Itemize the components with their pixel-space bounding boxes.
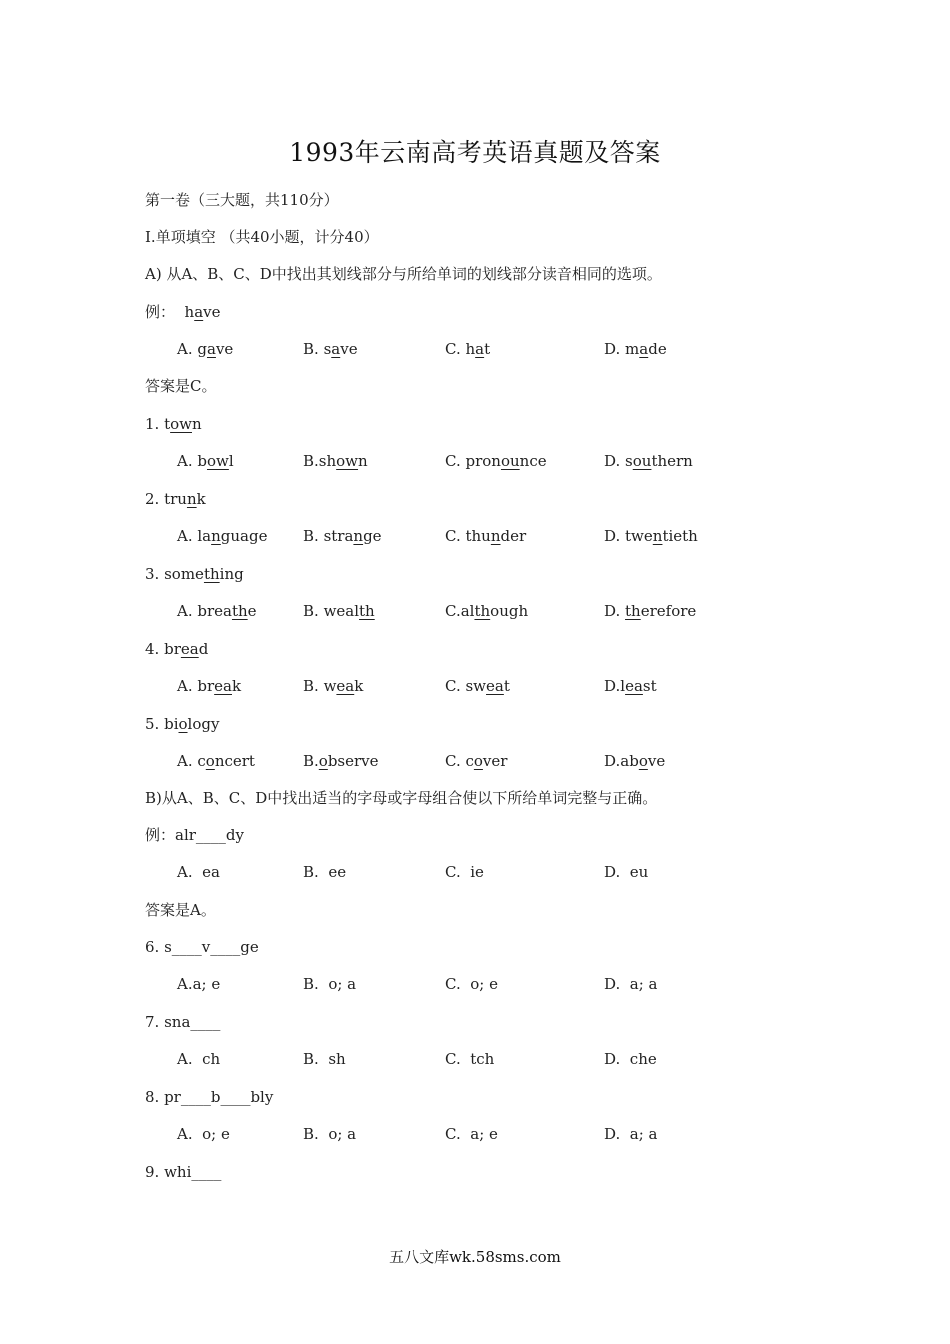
option-underlined-part: o <box>318 752 328 770</box>
part-b-example-options <box>0 862 950 882</box>
option-d[interactable]: D. che <box>604 1050 657 1068</box>
question-7-options <box>0 1049 950 1069</box>
option-underlined-part: ea <box>336 677 355 695</box>
example-option-underlined-part: a <box>331 340 341 358</box>
option-underlined-part: ou <box>632 452 652 470</box>
option-b[interactable]: B. weak <box>303 677 364 695</box>
option-d[interactable]: D. a; a <box>604 975 658 993</box>
example-option-underlined-part: a <box>206 340 216 358</box>
option-underlined-part: n <box>211 527 221 545</box>
question-word-underlined-part: o <box>178 715 188 733</box>
question-3-options <box>0 601 950 621</box>
option-a[interactable]: A. language <box>177 527 268 545</box>
question-5-options <box>0 751 950 771</box>
example-options <box>0 339 950 359</box>
example-word-underlined-part: a <box>194 303 204 321</box>
option-d[interactable]: D. twentieth <box>604 527 698 545</box>
question-5: 5. biology <box>145 715 220 733</box>
option-c[interactable]: C. cover <box>445 752 508 770</box>
option-d[interactable]: D. a; a <box>604 1125 658 1143</box>
example-option-underlined-part: a <box>639 340 649 358</box>
question-4-options <box>0 676 950 696</box>
option-d[interactable]: D. southern <box>604 452 693 470</box>
part-b-instruction: B)从A、B、C、D中找出适当的字母或字母组合使以下所给单词完整与正确。 <box>145 789 658 807</box>
option-underlined-part: th <box>474 602 491 620</box>
question-6-options <box>0 974 950 994</box>
section-heading: Ⅰ.单项填空 （共40小题，计分40） <box>145 228 379 246</box>
option-underlined-part: n <box>652 527 663 545</box>
example-option-c[interactable]: C. hat <box>445 340 491 358</box>
question-2-options <box>0 526 950 546</box>
example-answer: 答案是C。 <box>145 377 217 395</box>
option-c[interactable]: C. sweat <box>445 677 510 695</box>
option-underlined-part: th <box>359 602 375 620</box>
option-underlined-part: ow <box>336 452 359 470</box>
option-underlined-part: n <box>353 527 364 545</box>
example-option-b[interactable]: B. ee <box>303 863 347 881</box>
question-word-underlined-part: ea <box>180 640 199 658</box>
option-a[interactable]: A. bowl <box>177 452 234 470</box>
option-a[interactable]: A. ch <box>177 1050 221 1068</box>
option-b[interactable]: B. wealth <box>303 602 375 620</box>
option-underlined-part: n <box>490 527 501 545</box>
option-underlined-part: ou <box>500 452 520 470</box>
option-underlined-part: th <box>625 602 641 620</box>
option-d[interactable]: D. therefore <box>604 602 697 620</box>
option-c[interactable]: C. a; e <box>445 1125 498 1143</box>
question-1-options <box>0 451 950 471</box>
option-c[interactable]: C. o; e <box>445 975 498 993</box>
example-option-d[interactable]: D. made <box>604 340 667 358</box>
question-2: 2. trunk <box>145 490 206 508</box>
option-underlined-part: th <box>231 602 248 620</box>
part-b-example-answer: 答案是A。 <box>145 901 216 919</box>
question-word-underlined-part: n <box>186 490 197 508</box>
question-8: 8. pr____b____bly <box>145 1088 274 1106</box>
option-underlined-part: o <box>473 752 483 770</box>
question-6: 6. s____v____ge <box>145 938 259 956</box>
option-b[interactable]: B. strange <box>303 527 382 545</box>
option-a[interactable]: A. o; e <box>177 1125 230 1143</box>
question-word-underlined-part: ow <box>170 415 192 433</box>
example-option-b[interactable]: B. save <box>303 340 358 358</box>
example-option-a[interactable]: A. ea <box>177 863 220 881</box>
question-9: 9. whi____ <box>145 1163 222 1181</box>
question-8-options <box>0 1124 950 1144</box>
option-b[interactable]: B. o; a <box>303 975 357 993</box>
question-word-underlined-part: th <box>203 565 220 583</box>
option-d[interactable]: D.above <box>604 752 666 770</box>
option-underlined-part: o <box>638 752 648 770</box>
example-option-underlined-part: a <box>475 340 485 358</box>
option-c[interactable]: C. thunder <box>445 527 527 545</box>
question-3: 3. something <box>145 565 244 583</box>
option-b[interactable]: B. o; a <box>303 1125 357 1143</box>
option-underlined-part: ea <box>625 677 643 695</box>
page-title: 1993年云南高考英语真题及答案 <box>289 138 661 167</box>
option-a[interactable]: A. concert <box>177 752 255 770</box>
part-heading: 第一卷（三大题，共110分） <box>145 191 339 209</box>
option-underlined-part: ea <box>486 677 504 695</box>
question-1: 1. town <box>145 415 202 433</box>
option-a[interactable]: A. breathe <box>177 602 257 620</box>
option-b[interactable]: B.observe <box>303 752 379 770</box>
part-b-example: 例：alr____dy <box>145 826 244 844</box>
question-4: 4. bread <box>145 640 209 658</box>
option-c[interactable]: C. pronounce <box>445 452 547 470</box>
footer-watermark: 五八文库wk.58sms.com <box>389 1248 561 1266</box>
option-c[interactable]: C. tch <box>445 1050 495 1068</box>
part-a-instruction: A) 从A、B、C、D中找出其划线部分与所给单词的划线部分读音相同的选项。 <box>145 265 662 283</box>
option-a[interactable]: A.a; e <box>177 975 221 993</box>
option-underlined-part: o <box>205 752 215 770</box>
example-word: 例： have <box>145 303 221 321</box>
example-option-c[interactable]: C. ie <box>445 863 484 881</box>
example-option-a[interactable]: A. gave <box>177 340 234 358</box>
option-underlined-part: ow <box>206 452 229 470</box>
example-option-d[interactable]: D. eu <box>604 863 649 881</box>
option-underlined-part: ea <box>214 677 232 695</box>
option-d[interactable]: D.least <box>604 677 657 695</box>
option-b[interactable]: B.shown <box>303 452 368 470</box>
option-a[interactable]: A. break <box>177 677 242 695</box>
option-b[interactable]: B. sh <box>303 1050 346 1068</box>
option-c[interactable]: C.although <box>445 602 529 620</box>
question-7: 7. sna____ <box>145 1013 221 1031</box>
